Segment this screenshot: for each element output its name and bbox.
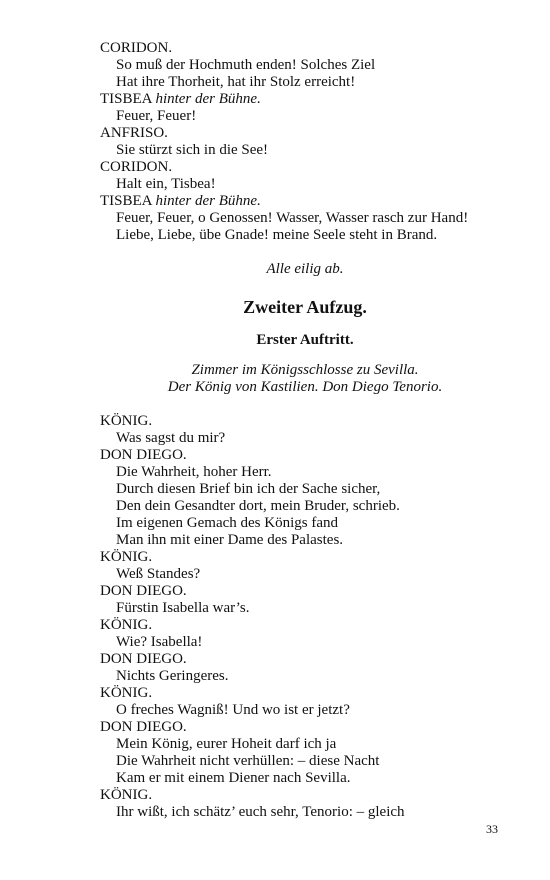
verse-line: Feuer, Feuer! <box>116 108 197 124</box>
setting-line-1: Zimmer im Königsschlosse zu Sevilla. <box>191 362 419 378</box>
speaker-name: KÖNIG. <box>100 787 153 803</box>
speaker-name: DON DIEGO. <box>100 651 187 667</box>
verse-line: Nichts Geringeres. <box>116 668 229 684</box>
dialogue-part-1 <box>100 40 510 244</box>
verse-line: Die Wahrheit nicht verhüllen: – diese Nacht <box>116 753 380 769</box>
speaker-name: CORIDON. <box>100 159 173 175</box>
verse-line: Sie stürzt sich in die See! <box>116 142 269 158</box>
speaker-name: DON DIEGO. <box>100 583 187 599</box>
verse-line: Weß Standes? <box>116 566 201 582</box>
dialogue-part-2 <box>100 413 510 821</box>
speaker-name: TISBEA hinter der Bühne. <box>100 193 261 209</box>
speaker-name: KÖNIG. <box>100 617 153 633</box>
verse-line: Man ihn mit einer Dame des Palastes. <box>116 532 344 548</box>
verse-line: Liebe, Liebe, übe Gnade! meine Seele steht in Brand. <box>116 227 438 243</box>
page-number: 33 <box>486 822 498 836</box>
verse-line: Im eigenen Gemach des Königs fand <box>116 515 339 531</box>
act-heading: Zweiter Aufzug. <box>243 297 367 317</box>
verse-line: Wie? Isabella! <box>116 634 203 650</box>
verse-line: Hat ihre Thorheit, hat ihr Stolz erreicht! <box>116 74 356 90</box>
verse-line: Fürstin Isabella war’s. <box>116 600 250 616</box>
verse-line: Was sagst du mir? <box>116 430 226 446</box>
speaker-name: KÖNIG. <box>100 549 153 565</box>
stage-direction-exit: Alle eilig ab. <box>266 261 344 277</box>
verse-line: Den dein Gesandter dort, mein Bruder, schrieb. <box>116 498 400 514</box>
verse-line: Die Wahrheit, hoher Herr. <box>116 464 272 480</box>
speaker-name: KÖNIG. <box>100 685 153 701</box>
speaker-name: TISBEA hinter der Bühne. <box>100 91 261 107</box>
verse-line: Durch diesen Brief bin ich der Sache sicher, <box>116 481 381 497</box>
scene-heading: Erster Auftritt. <box>256 332 354 348</box>
stage-direction: hinter der Bühne. <box>155 91 261 107</box>
verse-line: So muß der Hochmuth enden! Solches Ziel <box>116 57 376 73</box>
verse-line: O freches Wagniß! Und wo ist er jetzt? <box>116 702 350 718</box>
speaker-name: DON DIEGO. <box>100 719 187 735</box>
setting-line-2: Der König von Kastilien. Don Diego Tenorio. <box>167 379 443 395</box>
verse-line: Kam er mit einem Diener nach Sevilla. <box>116 770 351 786</box>
verse-line: Mein König, eurer Hoheit darf ich ja <box>116 736 337 752</box>
speaker-name: DON DIEGO. <box>100 447 187 463</box>
speaker-name: ANFRISO. <box>100 125 168 141</box>
verse-line: Ihr wißt, ich schätz’ euch sehr, Tenorio: – gleich <box>116 804 405 820</box>
verse-line: Feuer, Feuer, o Genossen! Wasser, Wasser rasch zur Hand! <box>116 210 469 226</box>
speaker-name: KÖNIG. <box>100 413 153 429</box>
text-block <box>100 40 510 821</box>
speaker-name: CORIDON. <box>100 40 173 56</box>
verse-line: Halt ein, Tisbea! <box>116 176 216 192</box>
stage-direction: hinter der Bühne. <box>155 193 261 209</box>
